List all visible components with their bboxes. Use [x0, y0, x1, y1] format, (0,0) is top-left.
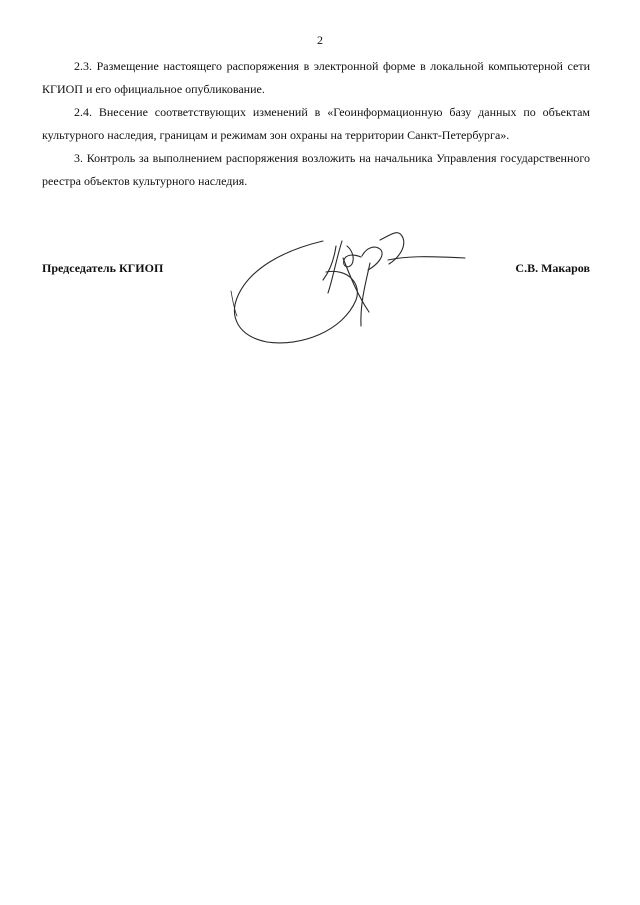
- paragraph-2-4: 2.4. Внесение соответствующих изменений в «Геоинформационную базу данных по объектам культурного наследия, границам и режимам зон охраны на территории Санкт-Петербурга».: [42, 105, 590, 142]
- signatory-name: С.В. Макаров: [515, 261, 590, 275]
- handwritten-signature: [225, 220, 475, 350]
- document-body: [42, 55, 590, 193]
- page-number: 2: [317, 33, 323, 47]
- signature-block: [0, 220, 640, 370]
- signatory-title: Председатель КГИОП: [42, 261, 164, 275]
- paragraph-3: 3. Контроль за выполнением распоряжения возложить на начальника Управления государственного реестра объектов культурного наследия.: [42, 151, 590, 188]
- paragraph-2-3: 2.3. Размещение настоящего распоряжения в электронной форме в локальной компьютерной сети КГИОП и его официальное опубликование.: [42, 59, 590, 96]
